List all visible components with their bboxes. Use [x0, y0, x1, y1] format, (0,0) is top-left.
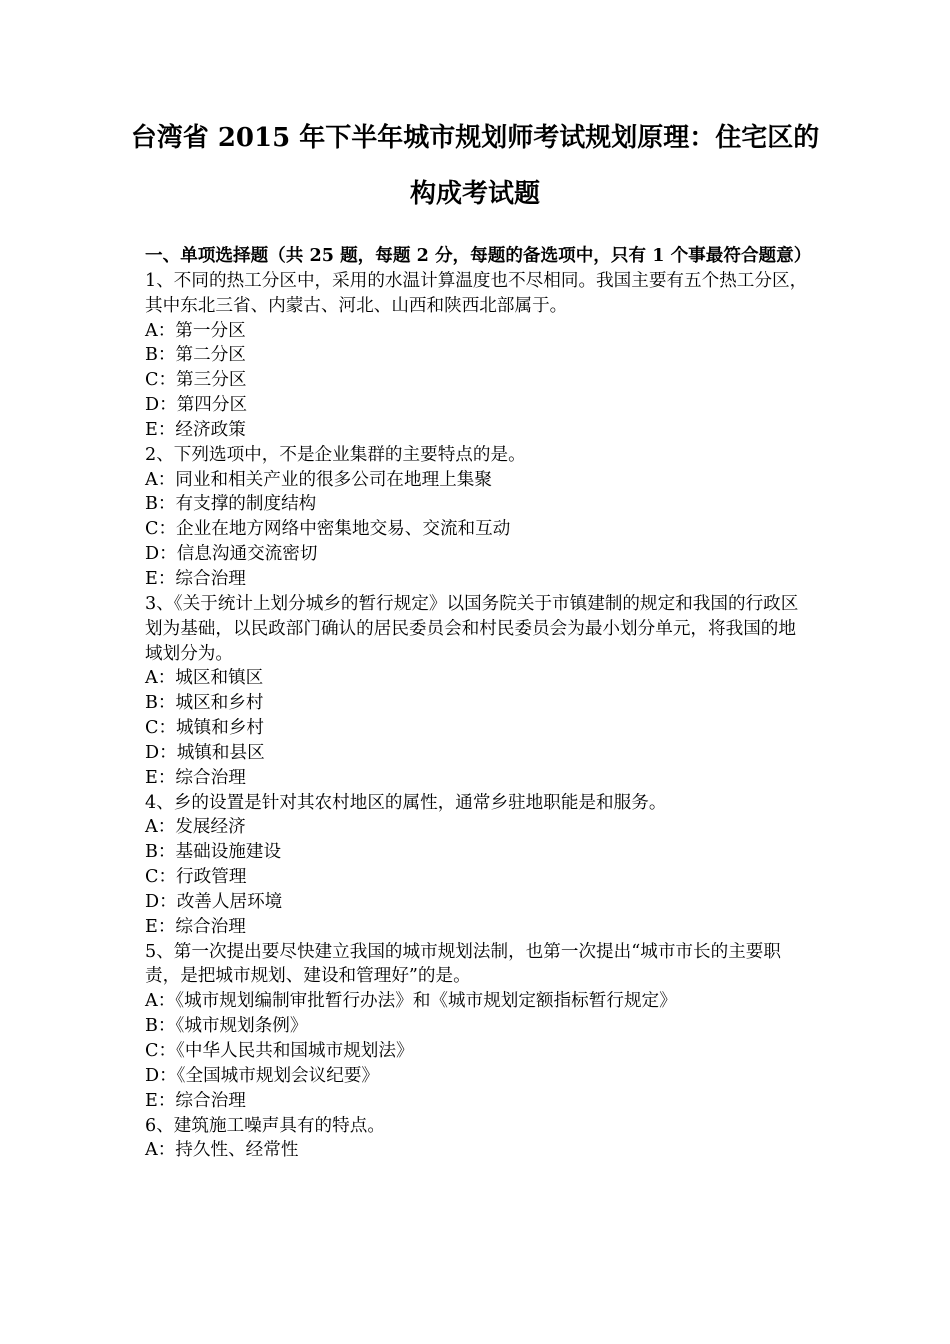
- option-e: E：综合治理: [145, 568, 246, 589]
- option-a: A：《城市规划编制审批暂行办法》和《城市规划定额指标暂行规定》: [145, 991, 677, 1012]
- option-c: C：行政管理: [145, 867, 247, 888]
- question-1: [145, 269, 810, 443]
- option-d: D：城镇和县区: [145, 742, 265, 763]
- question-stem: 2、下列选项中，不是企业集群的主要特点的是。: [145, 444, 526, 465]
- option-b: B：有支撑的制度结构: [145, 494, 317, 515]
- option-a: A：发展经济: [145, 817, 246, 838]
- question-2: [145, 443, 810, 592]
- question-stem: 3、《关于统计上划分城乡的暂行规定》以国务院关于市镇建制的规定和我国的行政区划为基础，以民政部门确认的居民委员会和村民委员会为最小划分单元，将我国的地域划分为。: [145, 593, 799, 664]
- option-d: D：第四分区: [145, 395, 248, 416]
- question-4: [145, 791, 810, 940]
- question-5: [145, 940, 810, 1114]
- option-e: E：综合治理: [145, 767, 246, 788]
- option-a: A：第一分区: [145, 320, 246, 341]
- option-a: A：城区和镇区: [145, 668, 264, 689]
- option-d: D：信息沟通交流密切: [145, 544, 318, 565]
- option-b: B：第二分区: [145, 345, 246, 366]
- option-e: E：综合治理: [145, 1090, 246, 1111]
- option-c: C：第三分区: [145, 370, 247, 391]
- question-stem: 5、第一次提出要尽快建立我国的城市规划法制，也第一次提出“城市市长的主要职责，是把城市规划、建设和管理好”的是。: [145, 941, 781, 987]
- question-6: [145, 1114, 810, 1164]
- option-c: C：《中华人民共和国城市规划法》: [145, 1041, 414, 1061]
- question-stem: 1、不同的热工分区中，采用的水温计算温度也不尽相同。我国主要有五个热工分区，其中东北三省、内蒙古、河北、山西和陕西北部属于。: [145, 270, 808, 316]
- option-b: B：《城市规划条例》: [145, 1016, 308, 1037]
- question-3: [145, 592, 810, 791]
- option-b: B：基础设施建设: [145, 842, 282, 863]
- document-title: [120, 110, 830, 222]
- option-a: A：同业和相关产业的很多公司在地理上集聚: [145, 469, 492, 490]
- option-a: A：持久性、经常性: [145, 1140, 299, 1161]
- question-stem: 4、乡的设置是针对其农村地区的属性，通常乡驻地职能是和服务。: [145, 792, 667, 813]
- option-d: D：《全国城市规划会议纪要》: [145, 1065, 380, 1086]
- option-c: C：城镇和乡村: [145, 718, 265, 739]
- question-stem: 6、建筑施工噪声具有的特点。: [145, 1115, 385, 1136]
- option-e: E：综合治理: [145, 916, 246, 937]
- option-d: D：改善人居环境: [145, 891, 283, 912]
- section-heading: 一、单项选择题（共 25 题，每题 2 分，每题的备选项中，只有 1 个事最符合题意）: [145, 245, 812, 266]
- option-e: E：经济政策: [145, 419, 246, 440]
- option-b: B：城区和乡村: [145, 693, 264, 714]
- title-line-1: 台湾省 2015 年下半年城市规划师考试规划原理：住宅区的: [130, 123, 820, 153]
- option-c: C：企业在地方网络中密集地交易、交流和互动: [145, 519, 511, 540]
- document-body: [145, 244, 810, 1163]
- title-line-2: 构成考试题: [409, 179, 540, 209]
